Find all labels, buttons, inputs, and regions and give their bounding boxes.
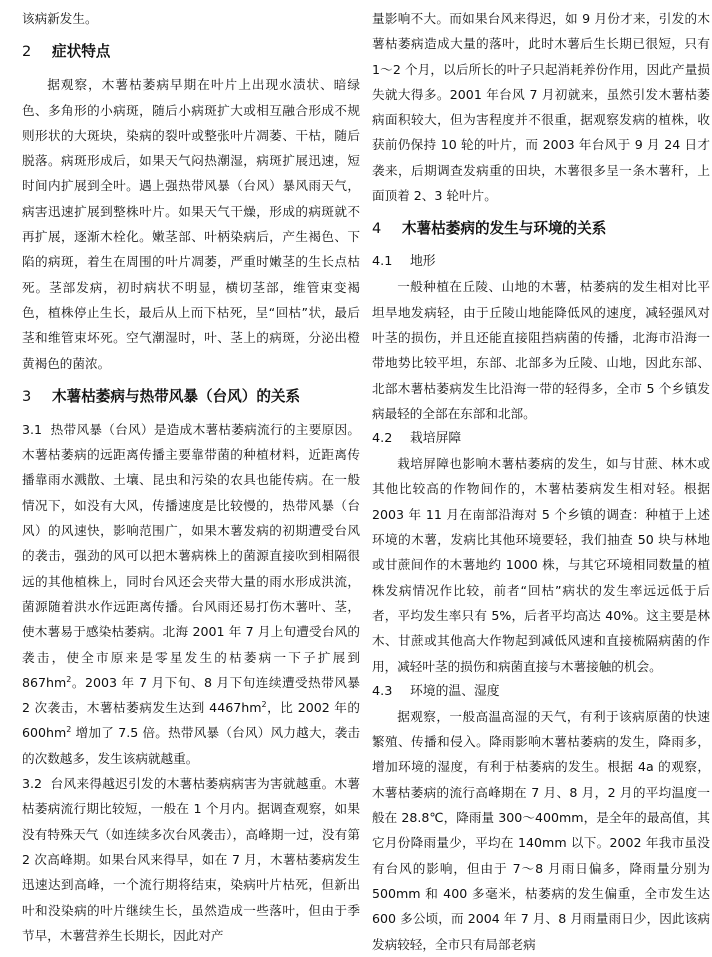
section-4-number: 4 (372, 220, 382, 238)
section-2-paragraph: 据观察，木薯枯萎病早期在叶片上出现水渍状、暗绿色、多角形的小病斑，随后小病斑扩大或相互融合形成不规则形状的大斑块，染病的裂叶或整张叶片凋萎、干枯，随后脱落。病斑形成后，如果天气闷热潮湿，病斑扩展迅速，短时间内扩展到全叶。遇上强热带风暴（台风）暴风雨天气，病害迅速扩展到整株叶片。如果天气干燥，形成的病斑就不再扩展，逐渐木栓化。嫩茎部、叶柄染病后，产生褐色、下陷的病斑，着生在周围的叶片凋萎，严重时嫩茎的生长点枯死。茎部发病，初时病状不明显，横切茎部，维管束变褐色，植株停止生长，最后从上而下枯死，呈“回枯”状，最后茎和维管束坏死。空气潮湿时，叶、茎上的病斑，分泌出橙黄褐色的菌浓。 (22, 77, 360, 371)
section-3-1-text: 热带风暴（台风）是造成木薯枯萎病流行的主要原因。木薯枯萎病的远距离传播主要靠带菌的种植材料，近距离传播靠雨水溅散、土壤、昆虫和污染的农具也能传病。在一般情况下，如没有大风，传播速度是比较慢的，热带风暴（台风）的风速快，影响范围广，如果木薯发病的初期遭受台风的袭击，强劲的风可以把木薯病株上的菌源直接吹到相隔很远的其他植株上，同时台风还会夹带大量的雨水形成洪流，菌源随着洪水作远距离传播。台风雨还易打伤木薯叶、茎，使木薯易于感染枯萎病。北海 2001 年 7 月上旬遭受台风的袭击，使全市原来是零星发生的枯萎病一下子扩展到 867hm (22, 421, 360, 690)
section-3-2-number: 3.2 (22, 776, 43, 792)
section-3-2-text: 台风来得越迟引发的木薯枯萎病病害为害就越重。木薯枯萎病流行期比较短，一般在 1 个月内。据调查观察，如果没有特殊天气（如连续多次台风袭击），高峰期一过，没有第 2 次高峰期。如果台风来得早，如在 7 月，木薯枯萎病发生迅速达到高峰，一个流行期将结束，染病叶片枯死，但新出叶和没染病的叶片继续生长，虽然造成一些落叶，但由于季节早，木薯营养生长期长，因此对产 (22, 776, 360, 943)
section-4-3-title: 环境的温、湿度 (410, 683, 500, 699)
section-4-1-heading (372, 249, 710, 274)
section-3-heading (22, 376, 360, 417)
section-3-continuation: 量影响不大。而如果台风来得迟，如 9 月份才来，引发的木薯枯萎病造成大量的落叶，此时木薯后生长期已很短，只有 1～2 个月，以后所长的叶子只起消耗养份作用，因此产量损失就大得多。2001 年台风 7 月初就来，虽然引发木薯枯萎病面积较大，但为害程度并不很重，据观察发病的植株，收获前仍保持 10 轮的叶片，而 2003 年台风于 9 月 24 日才袭来，后期调查发病重的田块，木薯很多呈一条木薯秆，上面顶着 2、3 轮叶片。 (372, 11, 710, 204)
section-2-heading (22, 31, 360, 72)
section-4-2-heading (372, 426, 710, 451)
section-3-title: 木薯枯萎病与热带风暴（台风）的关系 (52, 387, 301, 405)
section-4-2-number: 4.2 (372, 431, 393, 447)
section-3-number: 3 (22, 387, 32, 405)
section-4-title: 木薯枯萎病的发生与环境的关系 (402, 220, 607, 238)
right-column (372, 6, 710, 957)
section-4-3-heading (372, 679, 710, 704)
superscript: 2 (66, 674, 72, 684)
section-3-1-text-3: ，比 2002 年的 600hm (22, 700, 360, 741)
intro-tail-text: 该病新发生。 (22, 11, 98, 26)
section-3-1-text-4: 增加了 7.5 倍。热带风暴（台风）风力越大，袭击的次数越多，发生该病就越重。 (22, 725, 360, 766)
section-3-1-paragraph (22, 417, 360, 771)
superscript: 2 (66, 725, 72, 735)
section-4-2-paragraph: 栽培屏障也影响木薯枯萎病的发生，如与甘蔗、林木或其他比较高的作物间作的，木薯枯萎病发生相对轻。根据 2003 年 11 月在南部沿海对 5 个乡镇的调查：种植于上述环境的木薯，发病比其他环境要轻，我们抽查 50 块与林地或甘蔗间作的木薯地约 1000 株，与其它环境相同数量的植株发病情况作比较，前者“回枯”病状的发生率远远低于后者，平均发生率只有 5%，后者平均高达 40%。这主要是林木、甘蔗或其他高大作物起到减低风速和直接梳隔病菌的作用，减轻叶茎的损伤和病菌直接与木薯接触的机会。 (372, 456, 710, 674)
section-2-number: 2 (22, 43, 32, 61)
section-3-2-paragraph (22, 771, 360, 948)
section-4-2-title: 栽培屏障 (410, 431, 462, 447)
section-4-3-number: 4.3 (372, 683, 393, 699)
superscript: 2 (261, 699, 267, 709)
section-3-1-text-2: 。2003 年 7 月下旬、8 月下旬连续遭受热带风暴 2 次袭击，木薯枯萎病发生达到 4467hm (22, 674, 360, 716)
section-4-heading (372, 208, 710, 249)
section-2-title: 症状特点 (52, 43, 111, 61)
section-4-1-title: 地形 (410, 254, 436, 270)
section-4-1-number: 4.1 (372, 254, 393, 270)
left-column (22, 6, 360, 948)
section-4-1-paragraph: 一般种植在丘陵、山地的木薯，枯萎病的发生相对比平坦旱地发病轻，由于丘陵山地能降低风的速度，减轻强风对叶茎的损伤，并且还能直接阻挡病菌的传播，北海市沿海一带地势比较平坦，东部、北部多为丘陵、山地，因此东部、北部木薯枯萎病发生比沿海一带的轻得多，全市 5 个乡镇发病最轻的全部在东部和北部。 (372, 279, 710, 421)
section-3-1-number: 3.1 (22, 421, 43, 437)
section-4-3-paragraph: 据观察，一般高温高湿的天气，有利于该病原菌的快速繁殖、传播和侵入。降雨影响木薯枯萎病的发生，降雨多，增加环境的湿度，有利于枯萎病的发生。根据 4a 的观察，木薯枯萎病的流行高峰期在 7 月、8 月，2 月的平均温度一般在 28.8℃，降雨量 300～400mm，是全年的最高值，其它月份降雨量少，平均在 140mm 以下。2002 年我市虽没有台风的影响，但由于 7～8 月雨日偏多，降雨量分别为 500mm 和 400 多毫米，枯萎病的发生偏重，全市发生达 600 多公顷，而 2004 年 7 月、8 月雨量雨日少，因此该病发病较轻，全市只有局部老病 (372, 708, 710, 952)
